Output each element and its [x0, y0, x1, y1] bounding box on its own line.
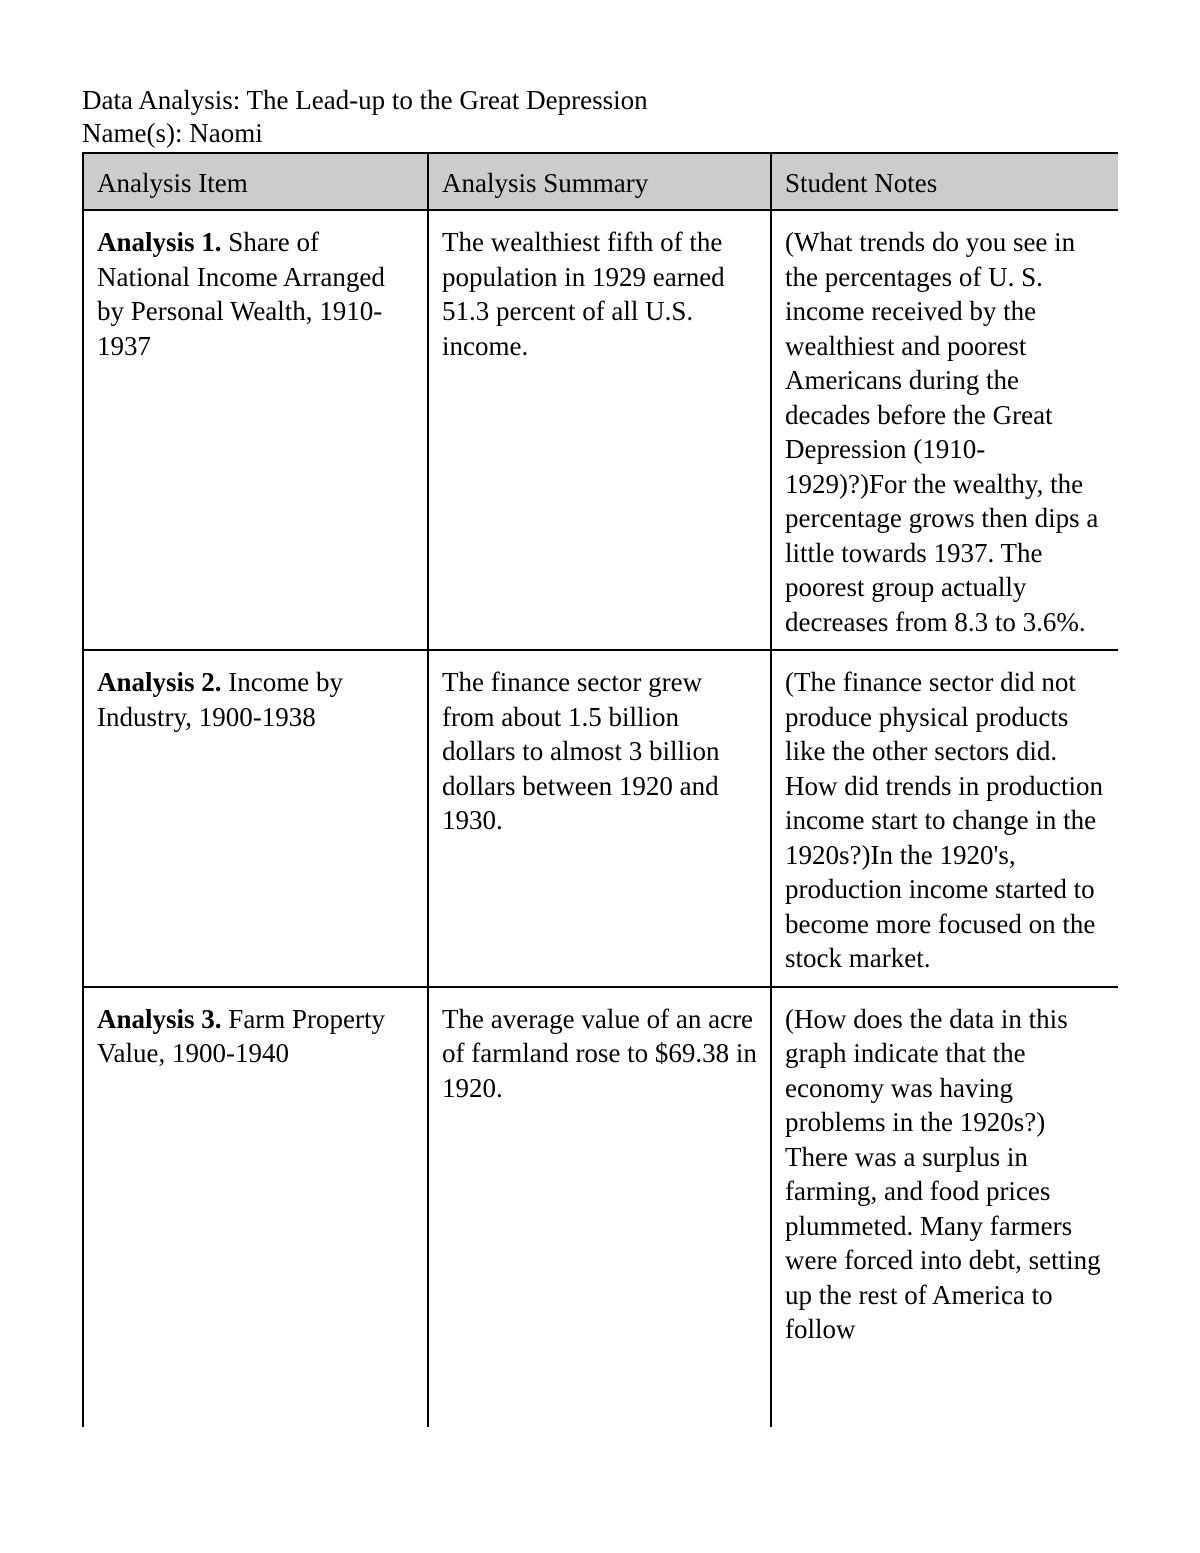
analysis-table-container [82, 152, 1118, 1553]
analysis-item-title: Farm Property Value, 1900-1940 [97, 1003, 386, 1068]
student-notes-cell: (What trends do you see in the percentages of U. S. income received by the wealthiest and poorest Americans during the decades before the Great Depression (1910-1929)?)For the wealthy, the percentage grows then dips a little towards 1937. The poorest group actually decreases from 8.3 to 3.6%. [771, 210, 1118, 650]
names-line: Name(s): Naomi [82, 118, 263, 148]
column-header-student-notes: Student Notes [771, 153, 1118, 210]
analysis-summary-cell: The wealthiest fifth of the population in 1929 earned 51.3 percent of all U.S. income. [428, 210, 771, 650]
analysis-item-label: Analysis 3. [97, 1003, 222, 1034]
student-notes-cell: (How does the data in this graph indicate that the economy was having problems in the 1920s?) There was a surplus in farming, and food prices plummeted. Many farmers were forced into debt, setting up the rest of America to follow [771, 987, 1118, 1427]
analysis-item-cell [83, 210, 428, 650]
table-header-row [83, 153, 1118, 210]
analysis-item-title: Income by Industry, 1900-1938 [97, 667, 344, 732]
document-header [82, 84, 648, 150]
analysis-item-cell [83, 650, 428, 987]
column-header-analysis-item: Analysis Item [83, 153, 428, 210]
analysis-item-cell [83, 987, 428, 1427]
student-notes-cell: (The finance sector did not produce physical products like the other sectors did. How did trends in production income start to change in the 1920s?)In the 1920's, production income started to become more focused on the stock market. [771, 650, 1118, 987]
table-row [83, 987, 1118, 1427]
analysis-item-title: Share of National Income Arranged by Personal Wealth, 1910-1937 [97, 227, 385, 361]
analysis-table [82, 152, 1118, 1427]
document-title: Data Analysis: The Lead-up to the Great Depression [82, 85, 648, 115]
table-row [83, 650, 1118, 987]
analysis-item-label: Analysis 1. [97, 227, 222, 257]
column-header-analysis-summary: Analysis Summary [428, 153, 771, 210]
table-row [83, 210, 1118, 650]
analysis-summary-cell: The average value of an acre of farmland rose to $69.38 in 1920. [428, 987, 771, 1427]
analysis-item-label: Analysis 2. [97, 667, 222, 697]
analysis-summary-cell: The finance sector grew from about 1.5 billion dollars to almost 3 billion dollars between 1920 and 1930. [428, 650, 771, 987]
